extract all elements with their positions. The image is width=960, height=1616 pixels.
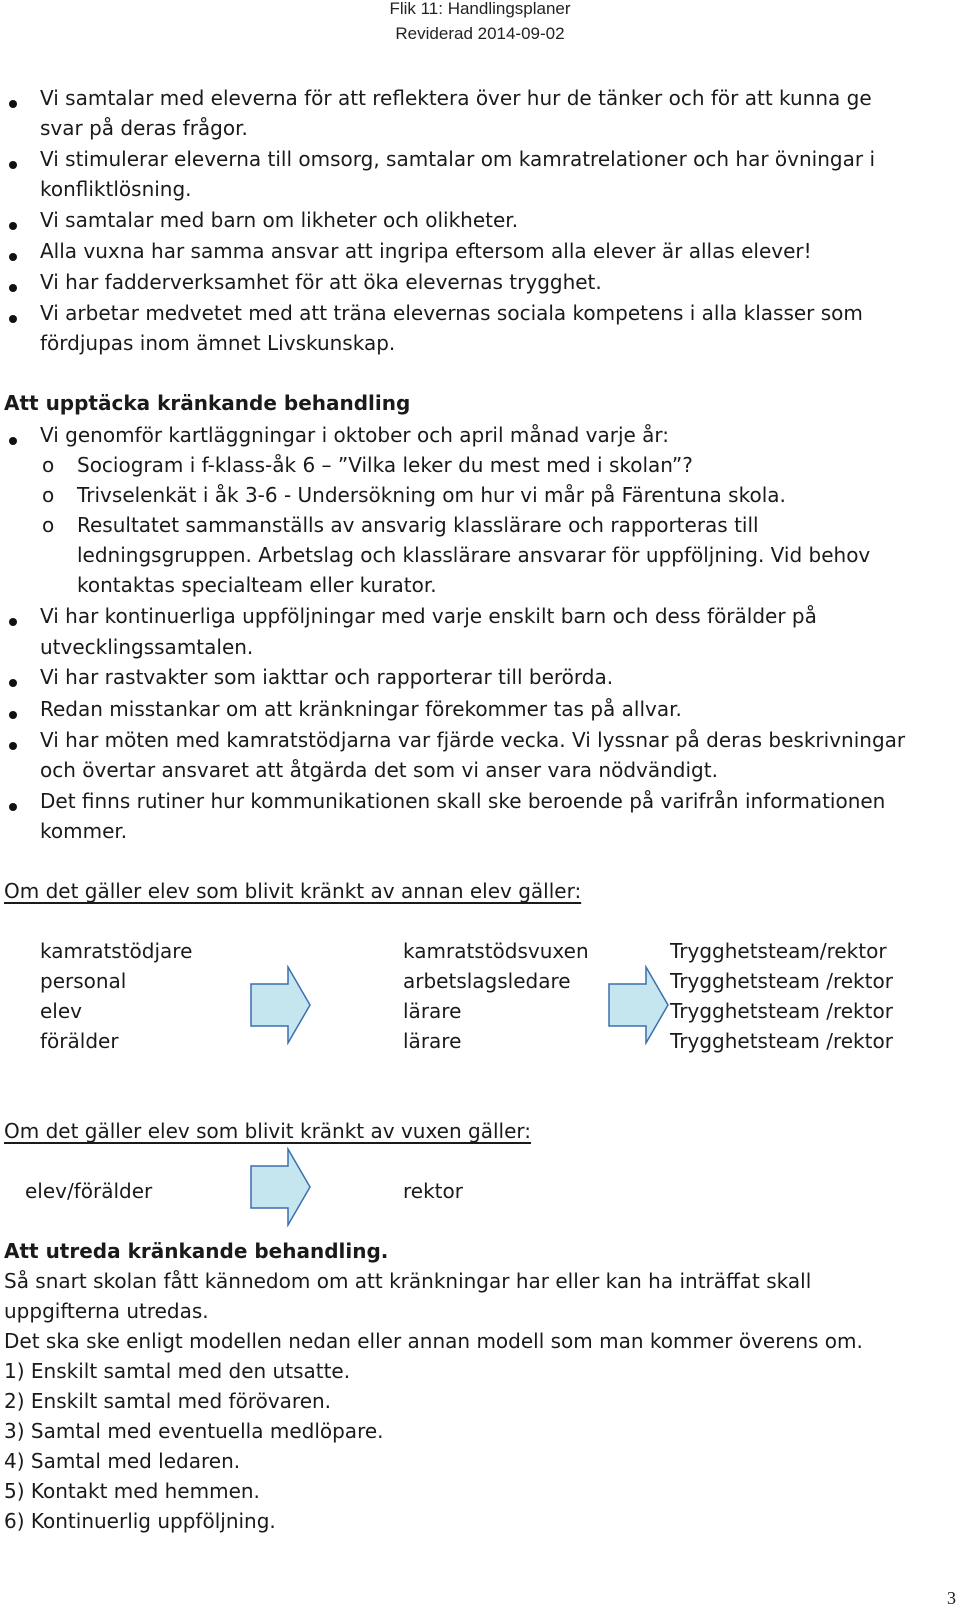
flow-cell: arbetslagsledare [403,969,571,993]
sub-bullet-marker: o [42,483,55,507]
section-heading-detect: Att upptäcka kränkande behandling [4,391,411,415]
sub-list-item: Resultatet sammanställs av ansvarig klasslärare och rapporteras till [77,513,759,537]
step-item: 3) Samtal med eventuella medlöpare. [4,1419,384,1443]
list-item-cont: fördjupas inom ämnet Livskunskap. [40,331,396,355]
step-item: 1) Enskilt samtal med den utsatte. [4,1359,351,1383]
list-item-cont: konfliktlösning. [40,177,192,201]
flow-cell: elev/förälder [25,1179,153,1203]
bullet-dot [9,253,17,261]
section-heading-vuxen-flow: Om det gäller elev som blivit kränkt av vuxen gäller: [4,1119,532,1143]
step-item: 6) Kontinuerlig uppföljning. [4,1509,276,1533]
bullet-dot [9,803,17,811]
bullet-dot [9,437,17,445]
flow-arrow-icon [608,965,670,1045]
bullet-dot [9,222,17,230]
paragraph-line: Det ska ske enligt modellen nedan eller annan modell som man kommer överens om. [4,1329,863,1353]
list-item-cont: kommer. [40,819,128,843]
flow-cell: elev [40,999,83,1023]
bullet-dot [9,161,17,169]
flow-cell: lärare [403,1029,462,1053]
sub-list-item: Trivselenkät i åk 3-6 - Undersökning om hur vi mår på Färentuna skola. [77,483,786,507]
step-item: 4) Samtal med ledaren. [4,1449,241,1473]
flow-cell: förälder [40,1029,119,1053]
list-item: Vi samtalar med eleverna för att reflektera över hur de tänker och för att kunna ge [40,86,872,110]
flow-cell: Trygghetsteam /rektor [670,999,893,1023]
list-item: Alla vuxna har samma ansvar att ingripa eftersom alla elever är allas elever! [40,239,812,263]
list-item: Vi samtalar med barn om likheter och olikheter. [40,208,519,232]
paragraph-line: Så snart skolan fått kännedom om att kränkningar har eller kan ha inträffat skall [4,1269,812,1293]
bullet-dot [9,711,17,719]
list-item: Vi arbetar medvetet med att träna elevernas sociala kompetens i alla klasser som [40,301,863,325]
flow-cell: Trygghetsteam /rektor [670,969,893,993]
list-item: Vi genomför kartläggningar i oktober och april månad varje år: [40,423,670,447]
list-item: Det finns rutiner hur kommunikationen skall ske beroende på varifrån informationen [40,789,886,813]
bullet-dot [9,618,17,626]
header-title: Flik 11: Handlingsplaner [389,0,571,18]
step-item: 5) Kontakt med hemmen. [4,1479,260,1503]
flow-arrow-icon [250,965,312,1045]
flow-cell: lärare [403,999,462,1023]
list-item: Vi stimulerar eleverna till omsorg, samtalar om kamratrelationer och har övningar i [40,147,875,171]
page-number: 3 [947,1588,956,1608]
bullet-dot [9,742,17,750]
sub-list-item-cont: kontaktas specialteam eller kurator. [77,573,437,597]
list-item: Vi har fadderverksamhet för att öka elevernas trygghet. [40,270,602,294]
sub-bullet-marker: o [42,513,55,537]
flow-cell: Trygghetsteam/rektor [670,939,887,963]
bullet-dot [9,100,17,108]
bullet-dot [9,315,17,323]
flow-cell: kamratstödjare [40,939,193,963]
step-item: 2) Enskilt samtal med förövaren. [4,1389,332,1413]
list-item-cont: svar på deras frågor. [40,116,248,140]
section-heading-investigate: Att utreda kränkande behandling. [4,1239,389,1263]
header-revision: Reviderad 2014-09-02 [395,24,565,43]
list-item-cont: och övertar ansvaret att åtgärda det som vi anser vara nödvändigt. [40,758,718,782]
flow-cell: personal [40,969,127,993]
flow-arrow-icon [250,1147,312,1227]
bullet-dot [9,284,17,292]
list-item: Redan misstankar om att kränkningar förekommer tas på allvar. [40,697,682,721]
flow-cell: Trygghetsteam /rektor [670,1029,893,1053]
list-item: Vi har rastvakter som iakttar och rapporterar till berörda. [40,665,614,689]
paragraph-line: uppgifterna utredas. [4,1299,209,1323]
section-heading-elev-flow: Om det gäller elev som blivit kränkt av annan elev gäller: [4,879,582,903]
list-item: Vi har kontinuerliga uppföljningar med varje enskilt barn och dess förälder på [40,604,817,628]
list-item-cont: utvecklingssamtalen. [40,635,254,659]
sub-bullet-marker: o [42,453,55,477]
bullet-dot [9,679,17,687]
sub-list-item: Sociogram i f-klass-åk 6 – ”Vilka leker du mest med i skolan”? [77,453,693,477]
flow-cell: kamratstödsvuxen [403,939,589,963]
list-item: Vi har möten med kamratstödjarna var fjärde vecka. Vi lyssnar på deras beskrivningar [40,728,906,752]
flow-cell: rektor [403,1179,463,1203]
sub-list-item-cont: ledningsgruppen. Arbetslag och klasslärare ansvarar för uppföljning. Vid behov [77,543,871,567]
